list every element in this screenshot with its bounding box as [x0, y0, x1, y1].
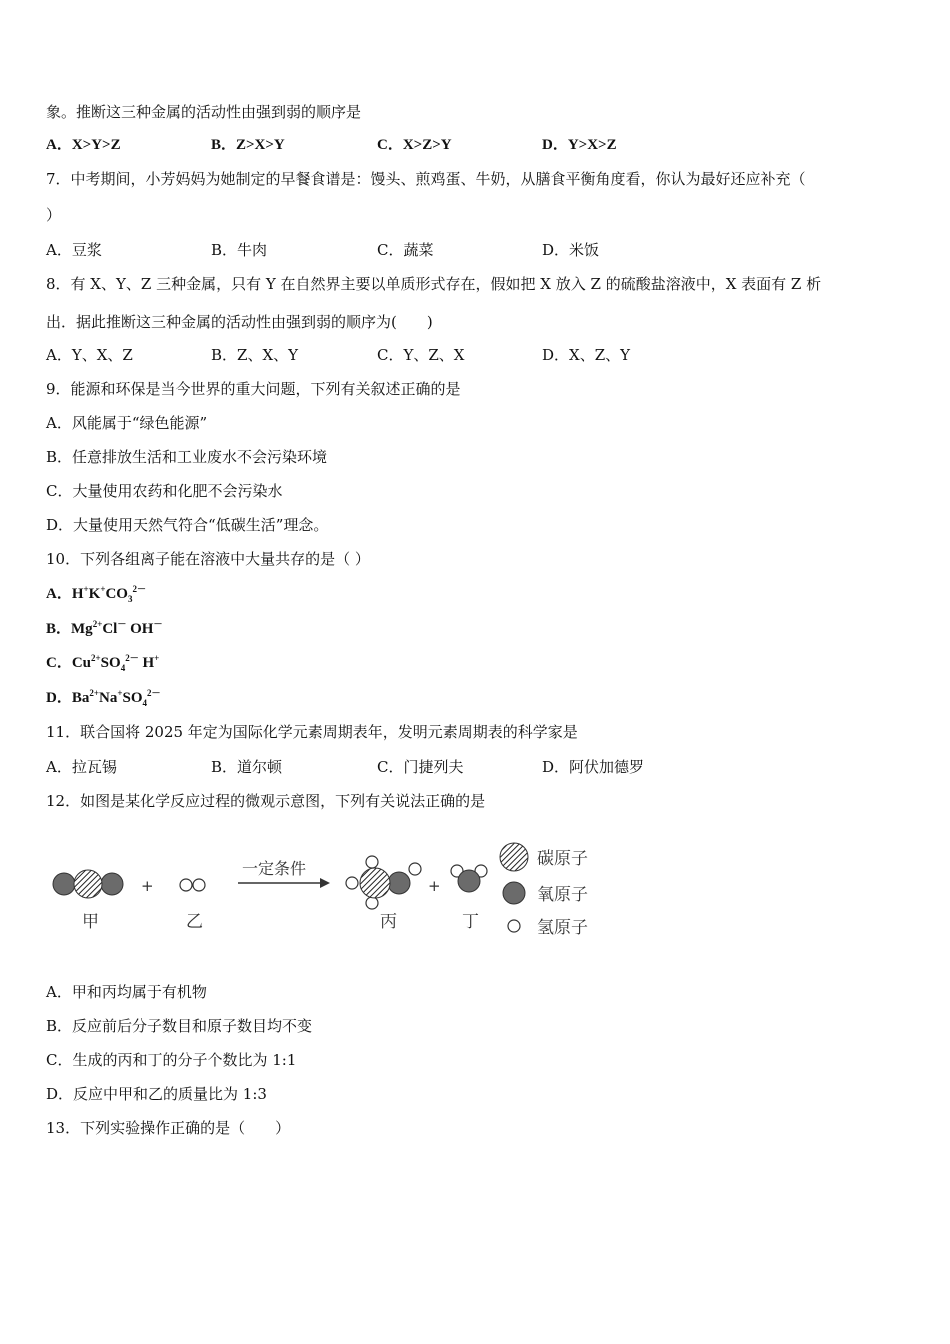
label-bing: 丙 — [380, 912, 397, 932]
plus-sign-1: + — [141, 877, 154, 895]
question-12-option-c: C．生成的丙和丁的分子个数比为 1:1 — [46, 1051, 297, 1069]
question-9-option-c: C．大量使用农药和化肥不会污染水 — [46, 482, 283, 500]
arrow-head-icon — [320, 878, 330, 888]
legend-oxygen: 氧原子 — [537, 885, 588, 905]
question-7-stem: 7．中考期间，小芳妈妈为她制定的早餐食谱是：馒头、煎鸡蛋、牛奶，从膳食平衡角度看，你认为最好还应补充（ — [46, 170, 806, 188]
question-10-option-a: A．$H^+K^+CO_3^{2-}$ — [46, 584, 146, 604]
molecule-bing — [346, 856, 421, 909]
question-12-stem: 12．如图是某化学反应过程的微观示意图，下列有关说法正确的是 — [46, 792, 486, 810]
hydrogen-atom-icon — [508, 920, 520, 932]
option-c: C．Y、Z、X — [377, 346, 465, 364]
question-12-option-a: A．甲和丙均属于有机物 — [46, 983, 207, 1001]
question-8-options — [46, 345, 746, 365]
label-jia: 甲 — [82, 912, 99, 932]
question-10-option-c: C．$Cu^{2+}SO_4^{2-}$ H+ — [46, 653, 160, 673]
option-c: C．X>Z>Y — [377, 137, 452, 153]
question-10-option-d: D．$Ba^{2+}Na^+SO_4^{2-}$ — [46, 688, 161, 708]
legend-hydrogen: 氢原子 — [537, 918, 588, 938]
option-d: D．X、Z、Y — [542, 346, 631, 364]
question-9-option-b: B．任意排放生活和工业废水不会污染环境 — [46, 448, 328, 466]
question-8-stem: 8．有 X、Y、Z 三种金属，只有 Y 在自然界主要以单质形式存在，假如把 X 放入 Z 的硫酸盐溶液中，X 表面有 Z 析 — [46, 275, 822, 293]
question-7-stem-cont: ） — [46, 206, 62, 224]
label-ding: 丁 — [462, 912, 479, 932]
plus-sign-2: + — [428, 877, 441, 895]
reaction-diagram — [44, 832, 604, 952]
question-10-option-b: B．$Mg^{2+}Cl^-$ OH－ — [46, 619, 163, 637]
question-9-option-d: D．大量使用天然气符合“低碳生活”理念。 — [46, 516, 329, 534]
molecule-ding — [451, 865, 487, 892]
option-d: D．米饭 — [542, 241, 600, 259]
legend-carbon: 碳原子 — [537, 849, 588, 869]
question-9-stem: 9．能源和环保是当今世界的重大问题，下列有关叙述正确的是 — [46, 380, 461, 398]
option-b: B．道尔顿 — [211, 758, 283, 776]
question-8-stem-cont: 出．据此推断这三种金属的活动性由强到弱的顺序为( ) — [46, 313, 433, 331]
carbon-atom-icon — [500, 843, 528, 871]
option-a: A．豆浆 — [46, 241, 102, 259]
legend — [500, 843, 588, 938]
option-d: D．阿伏加德罗 — [542, 758, 645, 776]
question-13-stem: 13．下列实验操作正确的是（ ） — [46, 1119, 291, 1137]
question-12-option-d: D．反应中甲和乙的质量比为 1:3 — [46, 1085, 267, 1103]
option-d: D．Y>X>Z — [542, 137, 617, 153]
option-c: C．蔬菜 — [377, 241, 434, 259]
option-c: C．门捷列夫 — [377, 758, 464, 776]
question-11-options — [46, 757, 746, 777]
option-a: A．Y、X、Z — [46, 346, 133, 364]
question-11-stem: 11．联合国将 2025 年定为国际化学元素周期表年，发明元素周期表的科学家是 — [46, 723, 578, 741]
question-7-options — [46, 240, 746, 260]
molecule-yi — [180, 879, 205, 891]
option-b: B．Z、X、Y — [211, 346, 299, 364]
option-b: B．Z>X>Y — [211, 137, 285, 153]
question-9-option-a: A．风能属于“绿色能源” — [46, 414, 208, 432]
molecule-jia — [53, 870, 123, 898]
oxygen-atom-icon — [503, 882, 525, 904]
question-6-stem-end: 象。推断这三种金属的活动性由强到弱的顺序是 — [46, 103, 362, 121]
label-yi: 乙 — [186, 912, 203, 932]
option-b: B．牛肉 — [211, 241, 268, 259]
option-a: A．拉瓦锡 — [46, 758, 117, 776]
option-a: A．X>Y>Z — [46, 137, 121, 153]
question-10-stem: 10．下列各组离子能在溶液中大量共存的是（ ） — [46, 550, 370, 568]
arrow-condition-label: 一定条件 — [242, 859, 307, 878]
question-12-option-b: B．反应前后分子数目和原子数目均不变 — [46, 1017, 313, 1035]
question-6-options — [46, 135, 746, 155]
